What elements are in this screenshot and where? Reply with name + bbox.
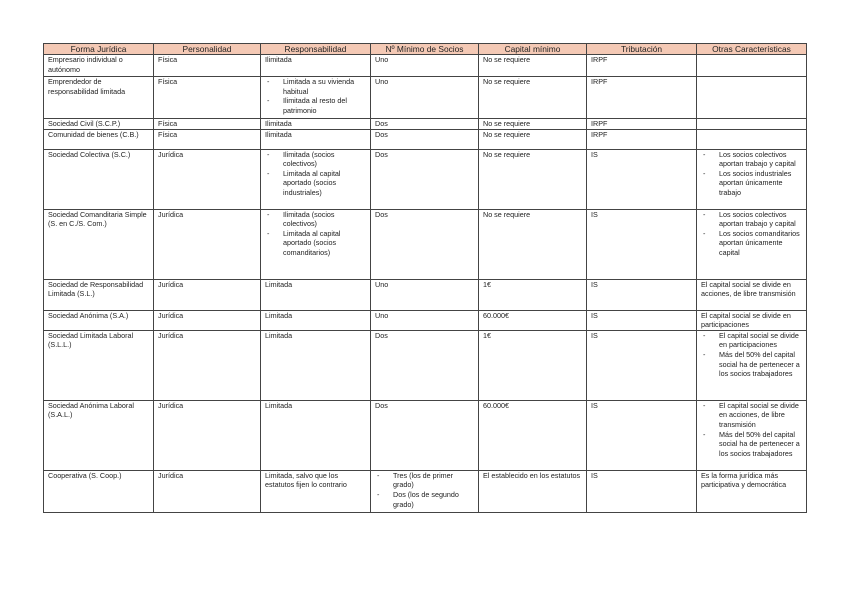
cell-personalidad (154, 55, 261, 77)
cell-responsabilidad-list (265, 77, 366, 115)
cell-capital-minimo-text: El establecido en los estatutos (483, 470, 581, 480)
cell-otras-caracteristicas (697, 119, 807, 130)
cell-personalidad (154, 209, 261, 279)
cell-personalidad-text: Jurídica (158, 209, 184, 219)
cell-numero-socios-text: Uno (375, 55, 389, 64)
cell-numero-socios-text: Uno (375, 310, 389, 320)
cell-capital-minimo (479, 310, 587, 330)
cell-numero-socios (371, 330, 479, 400)
table-row (44, 470, 807, 512)
cell-forma-juridica (44, 330, 154, 400)
cell-forma-juridica (44, 400, 154, 470)
list-item: - El capital social se divide en acciones, de libre transmisión (701, 401, 802, 430)
list-item: - Ilimitada al resto del patrimonio (265, 96, 366, 115)
cell-numero-socios-text: Uno (375, 77, 389, 86)
cell-capital-minimo (479, 330, 587, 400)
cell-personalidad (154, 119, 261, 130)
cell-numero-socios-text: Uno (375, 279, 389, 289)
cell-otras-caracteristicas-list (701, 210, 802, 258)
table-row (44, 400, 807, 470)
cell-personalidad-text: Jurídica (158, 149, 184, 159)
cell-capital-minimo (479, 279, 587, 310)
cell-responsabilidad-list (265, 210, 366, 258)
table-row (44, 279, 807, 310)
cell-capital-minimo-text: 60.000€ (483, 400, 509, 410)
header-personalidad: Personalidad (154, 44, 261, 55)
cell-otras-caracteristicas (697, 310, 807, 330)
cell-capital-minimo-text: 60.000€ (483, 310, 509, 320)
cell-capital-minimo-text: No se requiere (483, 149, 531, 159)
cell-forma-juridica (44, 129, 154, 149)
list-item: - Más del 50% del capital social ha de pertenecer a los socios trabajadores (701, 430, 802, 459)
cell-forma-juridica (44, 55, 154, 77)
cell-tributacion (587, 129, 697, 149)
cell-tributacion (587, 470, 697, 512)
cell-personalidad (154, 149, 261, 209)
cell-otras-caracteristicas (697, 149, 807, 209)
cell-capital-minimo-text: 1€ (483, 330, 491, 340)
cell-responsabilidad-list (265, 150, 366, 198)
cell-capital-minimo (479, 55, 587, 77)
cell-responsabilidad (261, 209, 371, 279)
cell-tributacion-text: IRPF (591, 129, 608, 139)
cell-otras-caracteristicas (697, 400, 807, 470)
cell-otras-caracteristicas-text: El capital social se divide en participaciones (701, 310, 791, 330)
cell-numero-socios-text: Dos (375, 400, 388, 410)
list-item: - Ilimitada (socios colectivos) (265, 150, 366, 169)
cell-numero-socios (371, 470, 479, 512)
cell-capital-minimo (479, 209, 587, 279)
cell-tributacion-text: IS (591, 209, 598, 219)
header-forma-juridica: Forma Jurídica (44, 44, 154, 55)
cell-numero-socios (371, 129, 479, 149)
cell-personalidad (154, 310, 261, 330)
cell-forma-juridica-text: Empresario individual o autónomo (48, 55, 123, 74)
table-body (44, 55, 807, 513)
cell-tributacion (587, 279, 697, 310)
cell-personalidad-text: Jurídica (158, 279, 184, 289)
cell-otras-caracteristicas (697, 77, 807, 119)
cell-personalidad-text: Jurídica (158, 470, 184, 480)
cell-numero-socios-list (375, 471, 474, 509)
cell-otras-caracteristicas-list (701, 331, 802, 379)
list-item: - Los socios colectivos aportan trabajo y capital (701, 210, 802, 229)
cell-personalidad (154, 330, 261, 400)
cell-otras-caracteristicas-list (701, 401, 802, 459)
header-responsabilidad: Responsabilidad (261, 44, 371, 55)
cell-capital-minimo (479, 119, 587, 130)
list-item: - Ilimitada (socios colectivos) (265, 210, 366, 229)
cell-numero-socios (371, 119, 479, 130)
cell-personalidad-text: Física (158, 55, 178, 64)
cell-numero-socios (371, 55, 479, 77)
cell-numero-socios-text: Dos (375, 330, 388, 340)
cell-responsabilidad (261, 149, 371, 209)
list-item: - Los socios colectivos aportan trabajo y capital (701, 150, 802, 169)
cell-otras-caracteristicas (697, 279, 807, 310)
cell-numero-socios-text: Dos (375, 209, 388, 219)
list-item: - Tres (los de primer grado) (375, 471, 474, 490)
cell-personalidad-text: Física (158, 77, 178, 86)
cell-forma-juridica-text: Sociedad de Responsabilidad Limitada (S.L.) (48, 279, 144, 299)
cell-forma-juridica (44, 279, 154, 310)
cell-personalidad (154, 129, 261, 149)
cell-tributacion-text: IS (591, 470, 598, 480)
cell-personalidad-text: Jurídica (158, 330, 184, 340)
cell-tributacion (587, 310, 697, 330)
cell-forma-juridica (44, 77, 154, 119)
cell-numero-socios (371, 310, 479, 330)
cell-tributacion-text: IRPF (591, 119, 608, 128)
cell-tributacion (587, 119, 697, 130)
cell-numero-socios (371, 279, 479, 310)
cell-responsabilidad (261, 55, 371, 77)
cell-capital-minimo-text: No se requiere (483, 209, 531, 219)
table-row (44, 330, 807, 400)
cell-tributacion (587, 77, 697, 119)
cell-responsabilidad (261, 310, 371, 330)
cell-capital-minimo-text: No se requiere (483, 119, 531, 128)
cell-forma-juridica-text: Sociedad Comanditaria Simple (S. en C./S. Com.) (48, 209, 147, 229)
cell-personalidad-text: Física (158, 129, 178, 139)
cell-responsabilidad-text: Ilimitada (265, 55, 292, 64)
cell-forma-juridica-text: Cooperativa (S. Coop.) (48, 470, 122, 480)
cell-responsabilidad (261, 470, 371, 512)
header-numero-socios: Nº Mínimo de Socios (371, 44, 479, 55)
cell-capital-minimo-text: No se requiere (483, 77, 531, 86)
cell-tributacion-text: IS (591, 400, 598, 410)
cell-capital-minimo-text: No se requiere (483, 129, 531, 139)
cell-personalidad (154, 470, 261, 512)
cell-personalidad (154, 77, 261, 119)
cell-otras-caracteristicas (697, 55, 807, 77)
cell-capital-minimo (479, 149, 587, 209)
cell-numero-socios-text: Dos (375, 129, 388, 139)
cell-capital-minimo (479, 129, 587, 149)
cell-forma-juridica-text: Comunidad de bienes (C.B.) (48, 129, 139, 139)
cell-tributacion-text: IS (591, 310, 598, 320)
cell-numero-socios-text: Dos (375, 119, 388, 128)
cell-responsabilidad (261, 400, 371, 470)
list-item: - Los socios comanditarios aportan únicamente capital (701, 229, 802, 258)
cell-tributacion-text: IS (591, 330, 598, 340)
cell-otras-caracteristicas-text: Es la forma jurídica más participativa y democrática (701, 470, 787, 490)
table-row (44, 149, 807, 209)
list-item: - Los socios industriales aportan únicamente trabajo (701, 169, 802, 198)
cell-capital-minimo (479, 77, 587, 119)
cell-forma-juridica (44, 470, 154, 512)
cell-otras-caracteristicas-list (701, 150, 802, 198)
cell-numero-socios (371, 149, 479, 209)
header-tributacion: Tributación (587, 44, 697, 55)
cell-tributacion-text: IRPF (591, 77, 608, 86)
cell-tributacion (587, 55, 697, 77)
header-row (44, 44, 807, 55)
list-item: - Limitada al capital aportado (socios industriales) (265, 169, 366, 198)
cell-tributacion (587, 400, 697, 470)
list-item: - El capital social se divide en participaciones (701, 331, 802, 350)
table-row (44, 310, 807, 330)
cell-numero-socios (371, 77, 479, 119)
cell-tributacion-text: IRPF (591, 55, 608, 64)
cell-forma-juridica-text: Sociedad Colectiva (S.C.) (48, 149, 131, 159)
table-row (44, 209, 807, 279)
cell-forma-juridica-text: Sociedad Anónima (S.A.) (48, 310, 129, 320)
cell-numero-socios (371, 400, 479, 470)
table-row (44, 129, 807, 149)
cell-otras-caracteristicas (697, 470, 807, 512)
cell-numero-socios (371, 209, 479, 279)
cell-tributacion (587, 330, 697, 400)
cell-responsabilidad-text: Limitada (265, 330, 293, 340)
list-item: - Limitada al capital aportado (socios comanditarios) (265, 229, 366, 258)
header-capital-minimo: Capital mínimo (479, 44, 587, 55)
legal-forms-table (43, 43, 807, 513)
cell-personalidad (154, 400, 261, 470)
cell-responsabilidad (261, 129, 371, 149)
cell-capital-minimo (479, 470, 587, 512)
cell-capital-minimo-text: 1€ (483, 279, 491, 289)
cell-otras-caracteristicas (697, 209, 807, 279)
cell-otras-caracteristicas (697, 129, 807, 149)
cell-responsabilidad (261, 119, 371, 130)
cell-personalidad (154, 279, 261, 310)
list-item: - Limitada a su vivienda habitual (265, 77, 366, 96)
cell-responsabilidad (261, 330, 371, 400)
cell-responsabilidad (261, 77, 371, 119)
cell-tributacion-text: IS (591, 149, 598, 159)
list-item: - Más del 50% del capital social ha de pertenecer a los socios trabajadores (701, 350, 802, 379)
cell-forma-juridica-text: Sociedad Civil (S.C.P.) (48, 119, 121, 128)
cell-responsabilidad-text: Limitada (265, 310, 293, 320)
table-row (44, 119, 807, 130)
cell-tributacion-text: IS (591, 279, 598, 289)
cell-forma-juridica (44, 310, 154, 330)
cell-forma-juridica-text: Emprendedor de responsabilidad limitada (48, 77, 126, 96)
cell-responsabilidad (261, 279, 371, 310)
cell-capital-minimo (479, 400, 587, 470)
cell-tributacion (587, 149, 697, 209)
cell-otras-caracteristicas-text: El capital social se divide en acciones, de libre transmisión (701, 279, 796, 299)
cell-numero-socios-text: Dos (375, 149, 388, 159)
cell-forma-juridica (44, 119, 154, 130)
cell-responsabilidad-text: Limitada (265, 279, 293, 289)
cell-responsabilidad-text: Limitada (265, 400, 293, 410)
list-item: - Dos (los de segundo grado) (375, 490, 474, 509)
table-row (44, 55, 807, 77)
cell-forma-juridica-text: Sociedad Limitada Laboral (S.L.L.) (48, 330, 134, 350)
cell-responsabilidad-text: Ilimitada (265, 129, 292, 139)
cell-otras-caracteristicas (697, 330, 807, 400)
table-row (44, 77, 807, 119)
cell-capital-minimo-text: No se requiere (483, 55, 531, 64)
cell-responsabilidad-text: Limitada, salvo que los estatutos fijen lo contrario (265, 470, 347, 490)
cell-forma-juridica-text: Sociedad Anónima Laboral (S.A.L.) (48, 400, 134, 420)
cell-forma-juridica (44, 149, 154, 209)
cell-forma-juridica (44, 209, 154, 279)
cell-responsabilidad-text: Ilimitada (265, 119, 292, 128)
header-otras-caracteristicas: Otras Características (697, 44, 807, 55)
cell-personalidad-text: Jurídica (158, 310, 184, 320)
cell-personalidad-text: Física (158, 119, 178, 128)
cell-personalidad-text: Jurídica (158, 400, 184, 410)
cell-tributacion (587, 209, 697, 279)
